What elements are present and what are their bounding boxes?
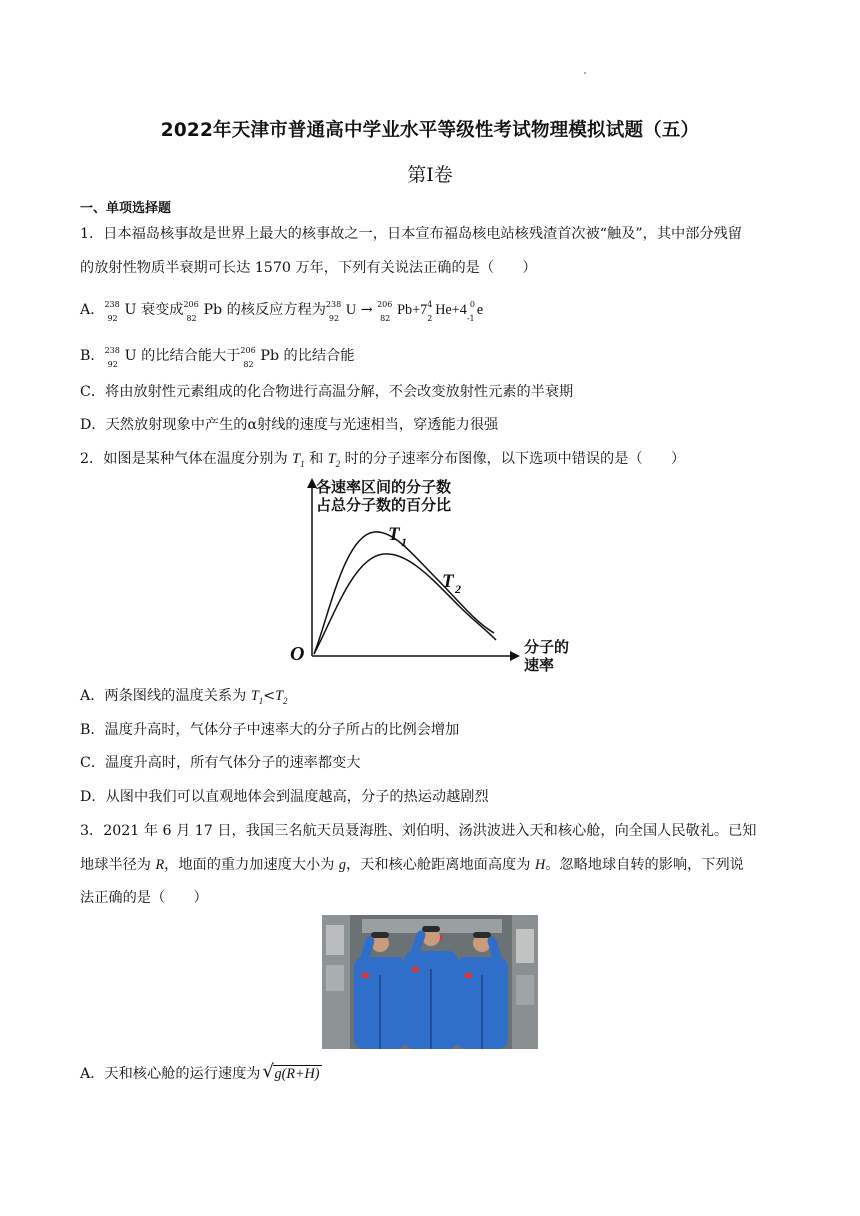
volume-heading: 第Ⅰ卷 [407,164,453,186]
section-heading: 一、单项选择题 [80,201,172,216]
speed-distribution-figure [284,476,584,676]
q2-option-c: C．温度升高时，所有气体分子的速率都变大 [80,755,361,771]
curve-t1-subscript: 1 [401,535,407,549]
curve-t2 [314,554,496,654]
q3-stem-line1: 3．2021 年 6 月 17 日，我国三名航天员聂海胜、刘伯明、汤洪波进入天和核心舱，向全国人民敬礼。已知 [80,823,757,839]
figure-x-label-line2: 速率 [524,656,555,674]
q3-stem-line3: 法正确的是（ ） [80,890,208,906]
q3-option-a: A．天和核心舱的运行速度为 √ g(R+H) [80,1061,320,1082]
q1-option-a: A． 238 92 U 衰变成 206 82 Pb 的核反应方程为 238 92 U → 206 82 Pb+7 4 2 He+4 0 -1 e [80,300,484,323]
page-title: 2022年天津市普通高中学业水平等级性考试物理模拟试题（五） [160,120,700,141]
scan-dot [584,72,586,74]
q3-stem-line2: 地球半径为 R，地面的重力加速度大小为 g，天和核心舱距离地面高度为 H。忽略地球自转的影响，下列说 [80,857,744,873]
q2-stem: 2．如图是某种气体在温度分别为 $T_1$ 和 $T_2$ 时的分子速率分布图像，以下选项中错误的是（ ） [80,451,686,469]
astronauts-illustration [322,915,538,1049]
q1-stem-line2: 的放射性物质半衰期可长达 1570 万年，下列有关说法正确的是（ ） [80,260,537,276]
q2-option-b: B．温度升高时，气体分子中速率大的分子所占的比例会增加 [80,722,460,738]
q2-option-a: A．两条图线的温度关系为 $T_1<T_2$ [80,688,288,706]
q1-option-d: D．天然放射现象中产生的α射线的速度与光速相当，穿透能力很强 [80,417,499,433]
curve-t2-subscript: 2 [455,582,461,596]
q1-option-c: C．将由放射性元素组成的化合物进行高温分解，不会改变放射性元素的半衰期 [80,384,574,400]
figure-x-label-line1: 分子的 [524,638,570,656]
figure-y-label-line1: 各速率区间的分子数 [316,478,452,496]
q1-stem-line1: 1．日本福岛核事故是世界上最大的核事故之一，日本宣布福岛核电站核残渣首次被“触及”，其中部分残留 [80,226,742,242]
astronauts-photo [322,915,538,1049]
q1-option-b: B． 238 92 U 的比结合能大于 206 82 Pb 的比结合能 [80,346,355,369]
sqrt-expression: √ g(R+H) [262,1061,320,1082]
curve-t2-label: T [442,571,454,592]
figure-x-axis-arrow [510,651,520,661]
curve-t1 [314,532,494,654]
curve-t1-label: T [388,524,400,545]
figure-y-label-line2: 占总分子数的百分比 [316,496,452,514]
q2-option-d: D．从图中我们可以直观地体会到温度越高，分子的热运动越剧烈 [80,789,489,805]
sqrt-sign: √ [262,1061,274,1082]
figure-origin-label: O [290,643,305,665]
